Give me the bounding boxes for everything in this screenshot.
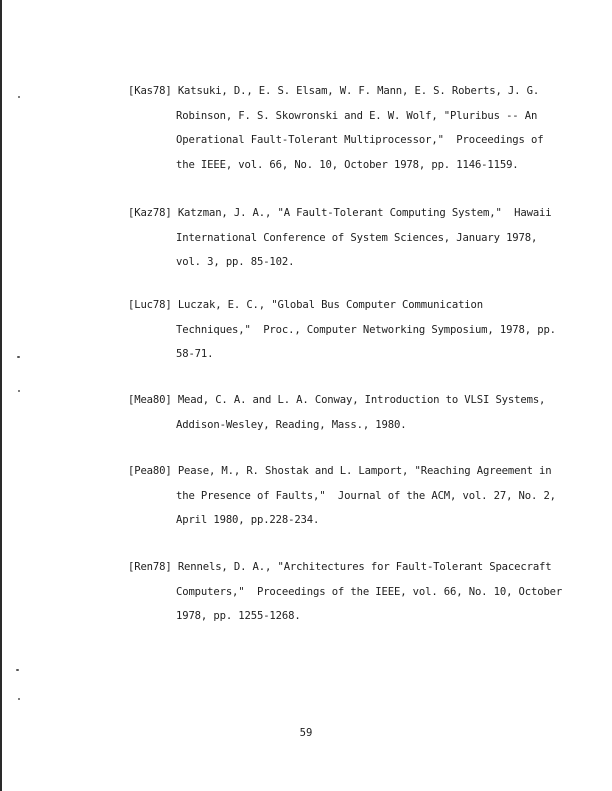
reference-entry-pea80 — [128, 459, 568, 533]
scan-speck — [18, 96, 20, 98]
reference-line: Computers," Proceedings of the IEEE, vol. 66, No. 10, October — [176, 585, 563, 598]
scan-speck — [18, 698, 20, 700]
scan-speck — [18, 390, 20, 392]
reference-line: 1978, pp. 1255-1268. — [176, 610, 301, 622]
reference-entry-mea80 — [128, 388, 568, 437]
reference-line: 58-71. — [176, 348, 214, 360]
scan-speck — [16, 669, 19, 671]
reference-entry-ren78 — [128, 555, 568, 629]
reference-entry-kaz78 — [128, 201, 568, 275]
reference-line: Addison-Wesley, Reading, Mass., 1980. — [176, 418, 407, 431]
reference-line: Operational Fault-Tolerant Multiprocessor," Proceedings of — [176, 134, 544, 146]
page-number: 59 — [299, 727, 313, 739]
reference-line: [Ren78] Rennels, D. A., "Architectures for Fault-Tolerant Spacecraft — [128, 561, 552, 573]
reference-line: Robinson, F. S. Skowronski and E. W. Wolf, "Pluribus -- An — [176, 109, 538, 122]
reference-line: April 1980, pp.228-234. — [176, 514, 320, 526]
reference-line: [Mea80] Mead, C. A. and L. A. Conway, Introduction to VLSI Systems, — [128, 394, 546, 406]
reference-line: International Conference of System Sciences, January 1978, — [176, 231, 538, 244]
reference-line: [Kaz78] Katzman, J. A., "A Fault-Tolerant Computing System," Hawaii — [128, 207, 552, 219]
reference-line: Techniques," Proc., Computer Networking Symposium, 1978, pp. — [176, 323, 556, 336]
reference-line: [Kas78] Katsuki, D., E. S. Elsam, W. F. Mann, E. S. Roberts, J. G. — [128, 85, 540, 97]
reference-entry-kas78 — [128, 79, 568, 177]
reference-entry-luc78 — [128, 293, 568, 367]
page-left-edge-rule — [0, 0, 2, 791]
scan-speck — [17, 356, 20, 358]
reference-line: [Pea80] Pease, M., R. Shostak and L. Lamport, "Reaching Agreement in — [128, 465, 552, 477]
reference-line: vol. 3, pp. 85-102. — [176, 256, 295, 268]
reference-line: the IEEE, vol. 66, No. 10, October 1978, pp. 1146-1159. — [176, 158, 519, 171]
reference-line: [Luc78] Luczak, E. C., "Global Bus Computer Communication — [128, 299, 483, 311]
reference-line: the Presence of Faults," Journal of the ACM, vol. 27, No. 2, — [176, 489, 556, 502]
